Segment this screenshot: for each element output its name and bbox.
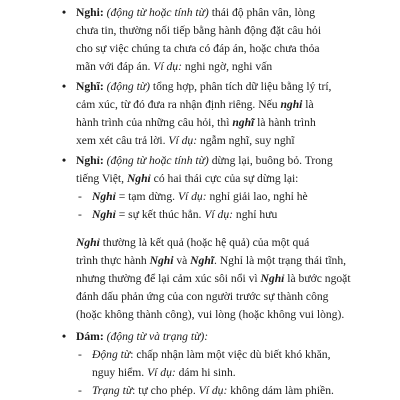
term: Nghỉ <box>76 154 100 167</box>
sub-definition: Nghỉ = tạm dừng. Ví dụ: nghỉ giải lao, nghỉ hè <box>92 190 308 203</box>
dash-icon: - <box>78 208 82 221</box>
part-of-speech: (động từ và trạng từ): <box>106 330 209 343</box>
part-of-speech: (động từ hoặc tính từ) <box>106 154 209 167</box>
example-label: Ví dụ: <box>153 60 182 73</box>
part-of-speech: (động từ hoặc tính từ) <box>106 6 209 19</box>
definition-line: mãn với đáp án. Ví dụ: nghi ngờ, nghi vấn <box>76 60 273 73</box>
bullet-icon: • <box>62 6 67 19</box>
paragraph-line: trình thực hành Nghi và Nghĩ. Nghỉ là một trạng thái tĩnh, <box>76 254 347 267</box>
example-label: Ví dụ: <box>168 134 198 147</box>
sub-definition: Trạng từ: tự cho phép. Ví dụ: không dám làm phiền. <box>92 384 334 397</box>
example-label: Ví dụ: <box>177 190 207 203</box>
sub-definition: Động từ: chấp nhận làm một việc dù biết khó khăn, <box>92 348 331 361</box>
dash-icon: - <box>78 384 82 397</box>
example-label: Ví dụ: <box>147 366 176 379</box>
term: Dám <box>76 330 100 343</box>
definition-line: cảm xúc, từ đó đưa ra nhận định riêng. Nếu nghi là <box>76 98 314 111</box>
definition-line: xem xét câu trả lời. Ví dụ: ngẫm nghĩ, suy nghĩ <box>76 134 295 147</box>
definition-line: chưa tin, thường nối tiếp bằng hành động đặt câu hỏi <box>76 24 322 37</box>
definition-line: cho sự việc chúng ta chưa có đáp án, hoặc chưa thỏa <box>76 42 320 55</box>
bullet-icon: • <box>62 330 67 343</box>
dash-icon: - <box>78 348 82 361</box>
definition-line: hành trình của những câu hỏi, thì nghĩ là hành trình <box>76 116 316 129</box>
term: Nghĩ <box>76 80 100 93</box>
definition-line: Nghĩ: (động từ) tổng hợp, phân tích dữ liệu bằng lý trí, <box>76 80 332 93</box>
paragraph-line: nhưng thường để lại cảm xúc sôi nổi vì Nghỉ là bước ngoặt <box>76 272 351 285</box>
definition-line: Dám: (động từ và trạng từ): <box>76 330 209 343</box>
example-label: Ví dụ: <box>204 208 233 221</box>
example-label: Ví dụ: <box>198 384 228 397</box>
bullet-icon: • <box>62 80 67 93</box>
paragraph-line: đánh dấu phản ứng của con người trước sự thành công <box>76 290 329 303</box>
bullet-icon: • <box>62 154 67 167</box>
term: Nghi <box>76 6 100 19</box>
dash-icon: - <box>78 190 82 203</box>
paragraph-line: Nghỉ thường là kết quả (hoặc hệ quả) của một quá <box>76 236 310 249</box>
definition-line: tiếng Việt, Nghỉ có hai thái cực của sự dừng lại: <box>76 172 299 185</box>
sub-definition: nguy hiểm. Ví dụ: dám hi sinh. <box>92 366 236 379</box>
definition-line: Nghi: (động từ hoặc tính từ) thái độ phân vân, lòng <box>76 6 316 19</box>
part-of-speech: (động từ) <box>106 80 150 93</box>
paragraph-line: (hoặc không thành công), vui lòng (hoặc không vui lòng). <box>76 308 345 321</box>
sub-definition: Nghỉ = sự kết thúc hẳn. Ví dụ: nghỉ hưu <box>92 208 278 221</box>
definition-line: Nghỉ: (động từ hoặc tính từ) dừng lại, buông bỏ. Trong <box>76 154 333 167</box>
